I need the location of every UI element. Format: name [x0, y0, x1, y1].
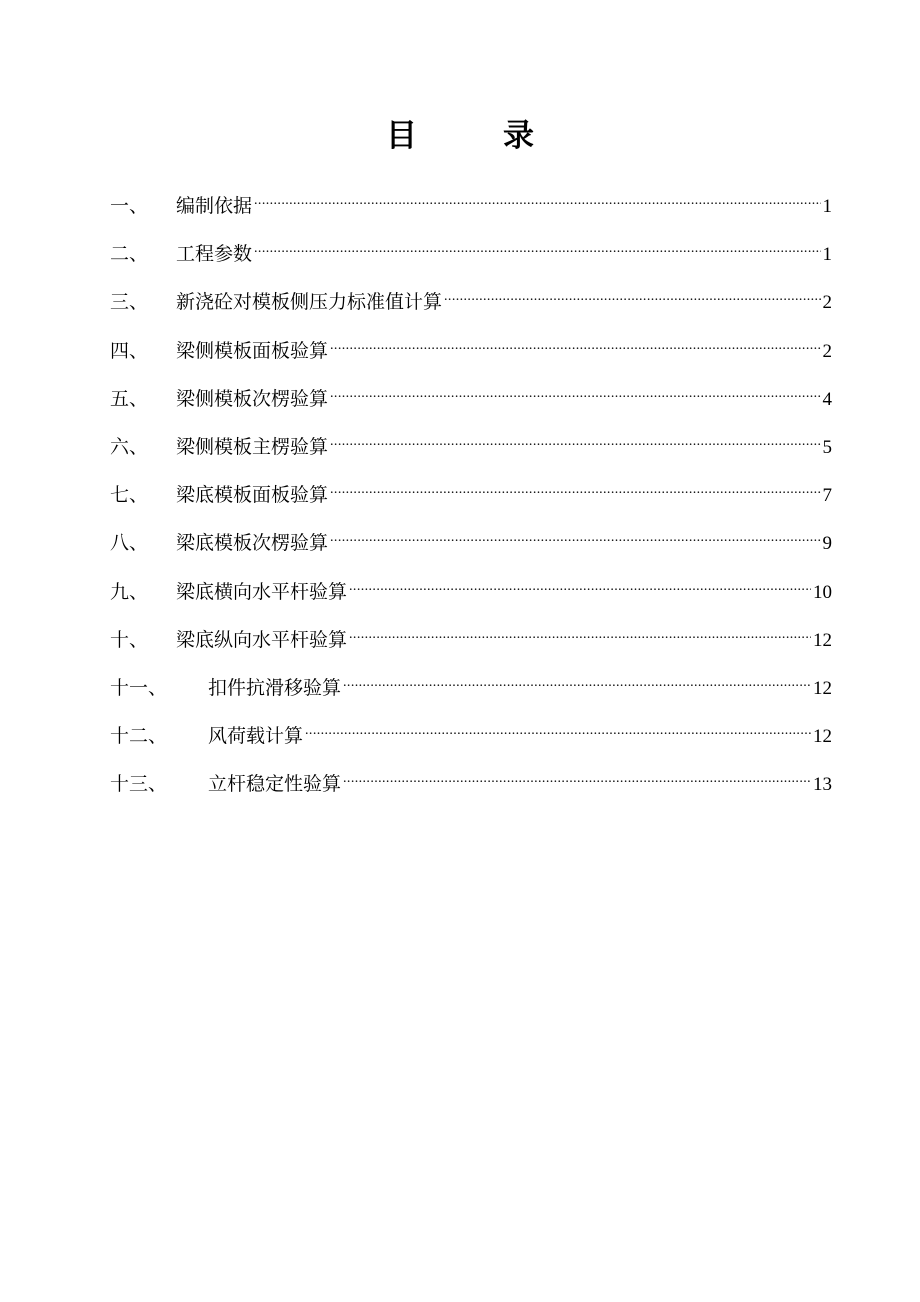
toc-entry-number: 四、 — [110, 339, 149, 362]
toc-entry-label: 扣件抗滑移验算 — [208, 676, 342, 699]
toc-entry-13[interactable] — [110, 758, 832, 806]
toc-entry-number: 十二、 — [110, 725, 168, 748]
toc-entry-number: 一、 — [110, 195, 149, 217]
toc-entry-page: 13 — [813, 774, 832, 796]
toc-dot-leader — [343, 662, 811, 694]
toc-entry-number: 七、 — [110, 484, 149, 507]
toc-entry-page: 4 — [822, 388, 832, 410]
toc-entry-1[interactable] — [110, 180, 832, 228]
toc-entry-2[interactable] — [110, 228, 832, 276]
toc-dot-leader — [343, 758, 811, 790]
toc-dot-leader — [330, 373, 820, 405]
toc-dot-leader — [330, 469, 820, 501]
toc-entry-label: 梁底模板次楞验算 — [176, 532, 329, 555]
toc-entry-page: 10 — [813, 581, 832, 603]
toc-entry-3[interactable] — [110, 276, 832, 324]
toc-entry-page: 1 — [822, 244, 832, 266]
toc-dot-leader — [330, 325, 820, 357]
toc-entry-label: 新浇砼对模板侧压力标准值计算 — [176, 291, 443, 314]
toc-entry-page: 1 — [822, 196, 832, 217]
toc-dot-leader — [349, 614, 811, 646]
toc-entry-12[interactable] — [110, 710, 832, 758]
toc-entry-label: 梁侧模板次楞验算 — [176, 387, 329, 410]
toc-entry-4[interactable] — [110, 325, 832, 373]
toc-title — [0, 112, 920, 160]
toc-entry-number: 九、 — [110, 580, 149, 603]
toc-entry-11[interactable] — [110, 662, 832, 710]
toc-entry-page: 5 — [822, 436, 832, 458]
toc-entry-number: 十、 — [110, 628, 149, 651]
toc-entry-page: 2 — [822, 340, 832, 362]
toc-entry-number: 二、 — [110, 243, 149, 266]
toc-entry-10[interactable] — [110, 614, 832, 662]
toc-entry-8[interactable] — [110, 517, 832, 565]
toc-dot-leader — [305, 710, 811, 742]
toc-entry-number: 六、 — [110, 435, 149, 458]
toc-entry-number: 三、 — [110, 291, 149, 314]
toc-entry-number: 五、 — [110, 387, 149, 410]
toc-entry-9[interactable] — [110, 566, 832, 614]
toc-entry-page: 2 — [822, 292, 832, 314]
toc-entry-number: 十三、 — [110, 773, 168, 796]
toc-dot-leader — [349, 566, 811, 598]
toc-entry-page: 12 — [813, 629, 832, 651]
toc-title-char-2: 录 — [503, 118, 534, 154]
toc-entry-6[interactable] — [110, 421, 832, 469]
toc-dot-leader — [444, 276, 820, 308]
toc-entry-page: 12 — [813, 726, 832, 748]
toc-entry-5[interactable] — [110, 373, 832, 421]
toc-dot-leader — [330, 421, 820, 453]
toc-entry-page: 7 — [822, 485, 832, 507]
toc-entry-label: 工程参数 — [176, 243, 253, 266]
toc-list — [110, 180, 832, 806]
toc-entry-page: 12 — [813, 677, 832, 699]
toc-entry-number: 十一、 — [110, 676, 168, 699]
toc-entry-label: 编制依据 — [176, 195, 253, 217]
toc-entry-page: 9 — [822, 533, 832, 555]
toc-entry-label: 梁侧模板主楞验算 — [176, 435, 329, 458]
toc-entry-label: 梁底纵向水平杆验算 — [176, 628, 348, 651]
toc-dot-leader — [254, 228, 820, 260]
toc-entry-number: 八、 — [110, 532, 149, 555]
toc-entry-label: 风荷载计算 — [208, 725, 304, 748]
toc-title-char-1: 目 — [386, 118, 417, 154]
toc-entry-label: 梁底模板面板验算 — [176, 484, 329, 507]
toc-entry-label: 梁底横向水平杆验算 — [176, 580, 348, 603]
toc-entry-7[interactable] — [110, 469, 832, 517]
toc-entry-label: 梁侧模板面板验算 — [176, 339, 329, 362]
toc-dot-leader — [254, 180, 820, 212]
toc-dot-leader — [330, 517, 820, 549]
toc-entry-label: 立杆稳定性验算 — [208, 773, 342, 796]
